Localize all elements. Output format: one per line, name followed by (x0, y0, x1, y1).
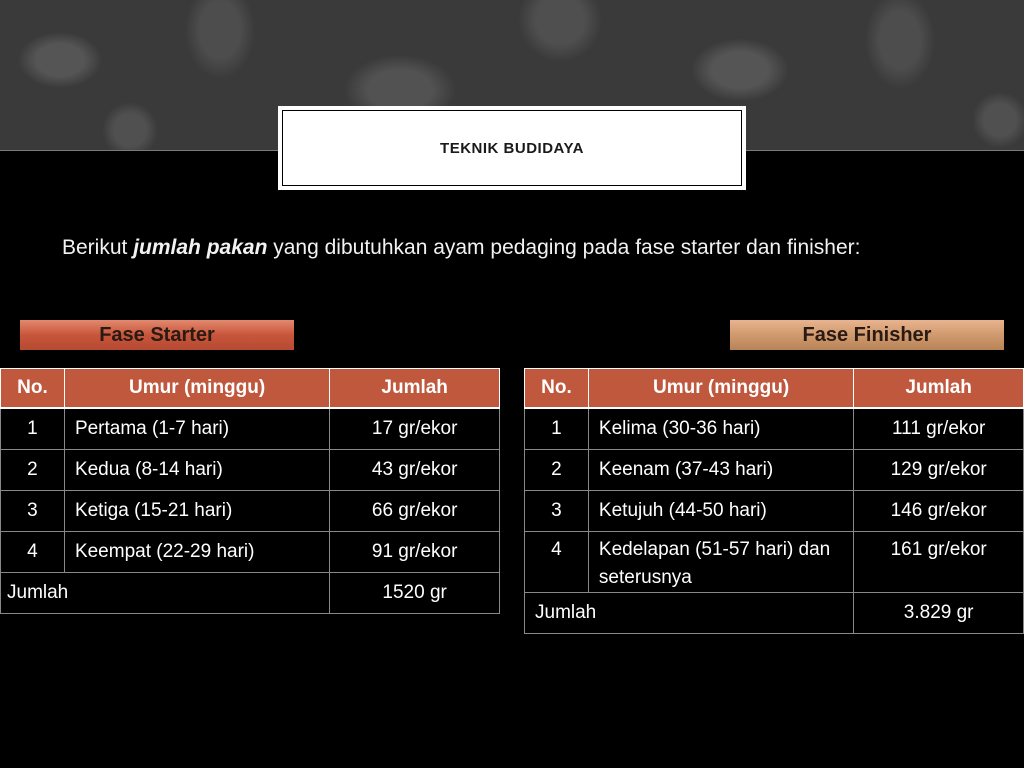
cell-jumlah: 129 gr/ekor (854, 450, 1024, 491)
cell-jumlah: 91 gr/ekor (330, 532, 500, 573)
table-row (525, 491, 1024, 532)
header-no: No. (525, 369, 589, 409)
table-row (525, 450, 1024, 491)
table-total-row (1, 573, 500, 614)
cell-no: 1 (1, 408, 65, 450)
table-total-row (525, 593, 1024, 634)
table-row (525, 532, 1024, 593)
cell-no: 3 (1, 491, 65, 532)
cell-jumlah: 161 gr/ekor (854, 532, 1024, 593)
total-label: Jumlah (525, 593, 854, 634)
intro-text (62, 232, 962, 264)
cell-umur: Kedelapan (51-57 hari) dan seterusnya (588, 532, 853, 593)
starter-phase-label: Fase Starter (20, 320, 294, 350)
cell-no: 4 (1, 532, 65, 573)
table-header-row (1, 369, 500, 409)
cell-umur: Ketujuh (44-50 hari) (588, 491, 853, 532)
cell-umur: Kedua (8-14 hari) (64, 450, 329, 491)
cell-umur: Keenam (37-43 hari) (588, 450, 853, 491)
cell-umur: Kelima (30-36 hari) (588, 408, 853, 450)
finisher-phase-label: Fase Finisher (730, 320, 1004, 350)
finisher-table (524, 368, 1024, 634)
cell-umur: Keempat (22-29 hari) (64, 532, 329, 573)
header-jumlah: Jumlah (854, 369, 1024, 409)
header-umur: Umur (minggu) (64, 369, 329, 409)
intro-pre: Berikut (62, 236, 134, 259)
total-label: Jumlah (1, 573, 330, 614)
cell-jumlah: 17 gr/ekor (330, 408, 500, 450)
cell-jumlah: 66 gr/ekor (330, 491, 500, 532)
slide-title-box (278, 106, 746, 190)
table-row (525, 408, 1024, 450)
cell-umur: Pertama (1-7 hari) (64, 408, 329, 450)
cell-jumlah: 146 gr/ekor (854, 491, 1024, 532)
table-row (1, 491, 500, 532)
table-header-row (525, 369, 1024, 409)
intro-post: yang dibutuhkan ayam pedaging pada fase starter dan finisher: (267, 236, 861, 259)
cell-no: 2 (1, 450, 65, 491)
cell-no: 2 (525, 450, 589, 491)
cell-no: 3 (525, 491, 589, 532)
header-umur: Umur (minggu) (588, 369, 853, 409)
total-value: 1520 gr (330, 573, 500, 614)
cell-umur: Ketiga (15-21 hari) (64, 491, 329, 532)
table-row (1, 532, 500, 573)
table-row (1, 450, 500, 491)
header-no: No. (1, 369, 65, 409)
cell-no: 4 (525, 532, 589, 593)
table-row (1, 408, 500, 450)
intro-bold: jumlah pakan (133, 236, 268, 259)
total-value: 3.829 gr (854, 593, 1024, 634)
slide-title: TEKNIK BUDIDAYA (440, 139, 584, 157)
starter-table (0, 368, 500, 614)
cell-jumlah: 43 gr/ekor (330, 450, 500, 491)
cell-jumlah: 111 gr/ekor (854, 408, 1024, 450)
cell-no: 1 (525, 408, 589, 450)
header-jumlah: Jumlah (330, 369, 500, 409)
